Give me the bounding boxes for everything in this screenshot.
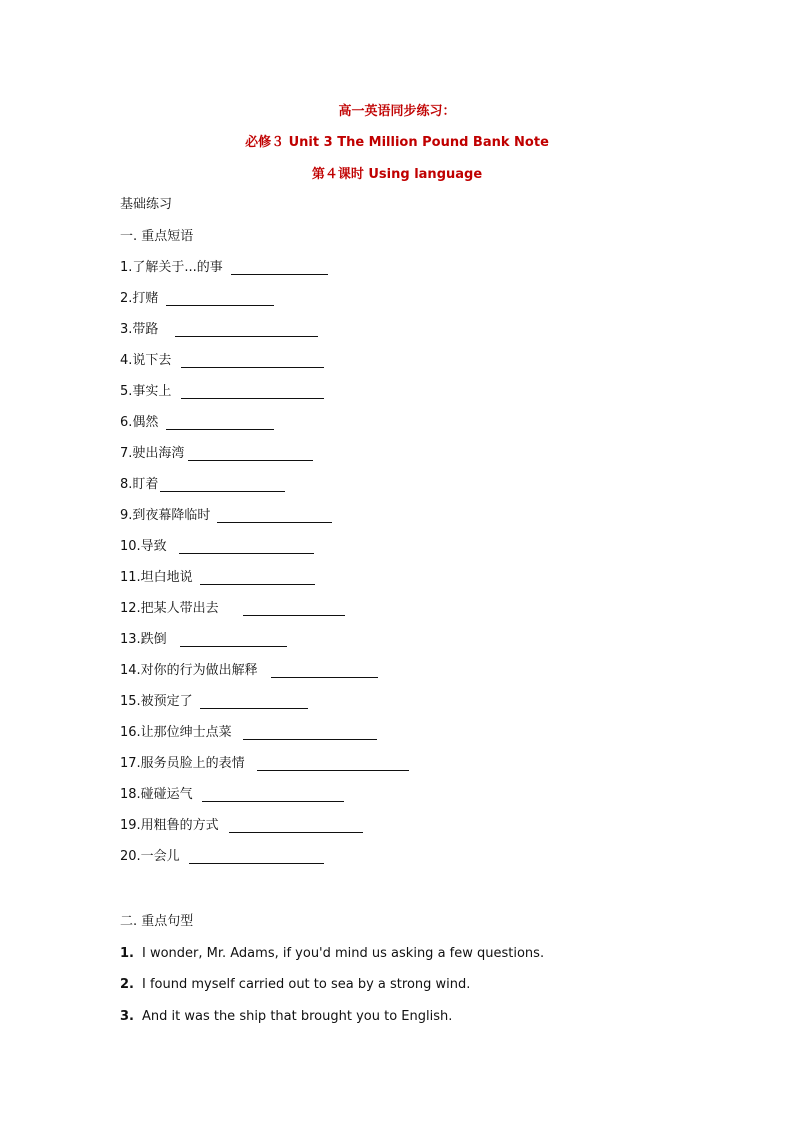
answer-blank[interactable] (166, 305, 274, 306)
answer-blank[interactable] (188, 460, 313, 461)
answer-blank[interactable] (243, 615, 345, 616)
answer-blank[interactable] (217, 522, 332, 523)
sentence-item (120, 1009, 452, 1025)
answer-blank[interactable] (231, 274, 328, 275)
sentence-text: I wonder, Mr. Adams, if you'd mind us asking a few questions. (141, 946, 545, 961)
answer-blank[interactable] (181, 367, 324, 368)
answer-blank[interactable] (243, 739, 377, 740)
sentence-item (120, 977, 470, 993)
answer-blank[interactable] (181, 398, 324, 399)
answer-blank[interactable] (160, 491, 285, 492)
answer-blank[interactable] (200, 584, 315, 585)
phrase-item-label: 16.让那位绅士点菜 (120, 725, 232, 740)
phrase-item-label: 15.被预定了 (120, 694, 193, 709)
sentence-item (120, 946, 544, 962)
phrase-item-label: 3.带路 (120, 322, 159, 337)
phrase-item-label: 20.一会儿 (120, 849, 180, 864)
phrase-item-label: 12.把某人带出去 (120, 601, 219, 616)
phrase-item-label: 6.偶然 (120, 415, 159, 430)
answer-blank[interactable] (166, 429, 274, 430)
phrase-item-label: 14.对你的行为做出解释 (120, 663, 258, 678)
answer-blank[interactable] (175, 336, 318, 337)
part1-heading: 一. 重点短语 (120, 229, 194, 244)
sentence-number: 1. (120, 946, 134, 961)
unit-title: 必修３ Unit 3 The Million Pound Bank Note (245, 135, 549, 150)
answer-blank[interactable] (179, 553, 314, 554)
sentence-number: 2. (120, 977, 134, 992)
part2-heading: 二. 重点句型 (120, 914, 194, 929)
sentence-text: I found myself carried out to sea by a strong wind. (141, 977, 471, 992)
sentence-number: 3. (120, 1009, 134, 1024)
phrase-item-label: 18.碰碰运气 (120, 787, 193, 802)
answer-blank[interactable] (229, 832, 363, 833)
answer-blank[interactable] (271, 677, 378, 678)
answer-blank[interactable] (202, 801, 344, 802)
phrase-item-label: 5.事实上 (120, 384, 172, 399)
answer-blank[interactable] (180, 646, 287, 647)
phrase-item-label: 2.打赌 (120, 291, 159, 306)
worksheet-title: 高一英语同步练习： (338, 104, 456, 119)
phrase-item-label: 11.坦白地说 (120, 570, 193, 585)
answer-blank[interactable] (189, 863, 324, 864)
answer-blank[interactable] (257, 770, 409, 771)
sentence-text: And it was the ship that brought you to English. (141, 1009, 453, 1024)
phrase-item-label: 17.服务员脸上的表情 (120, 756, 245, 771)
lesson-title: 第４课时 Using language (311, 167, 483, 182)
phrase-item-label: 8.盯着 (120, 477, 159, 492)
phrase-item-label: 7.驶出海湾 (120, 446, 185, 461)
section-basic-label: 基础练习 (120, 197, 173, 212)
phrase-item-label: 9.到夜幕降临时 (120, 508, 211, 523)
phrase-item-label: 19.用粗鲁的方式 (120, 818, 219, 833)
phrase-item-label: 1.了解关于...的事 (120, 260, 223, 275)
phrase-item-label: 10.导致 (120, 539, 167, 554)
phrase-item-label: 4.说下去 (120, 353, 172, 368)
answer-blank[interactable] (200, 708, 308, 709)
phrase-item-label: 13.跌倒 (120, 632, 167, 647)
